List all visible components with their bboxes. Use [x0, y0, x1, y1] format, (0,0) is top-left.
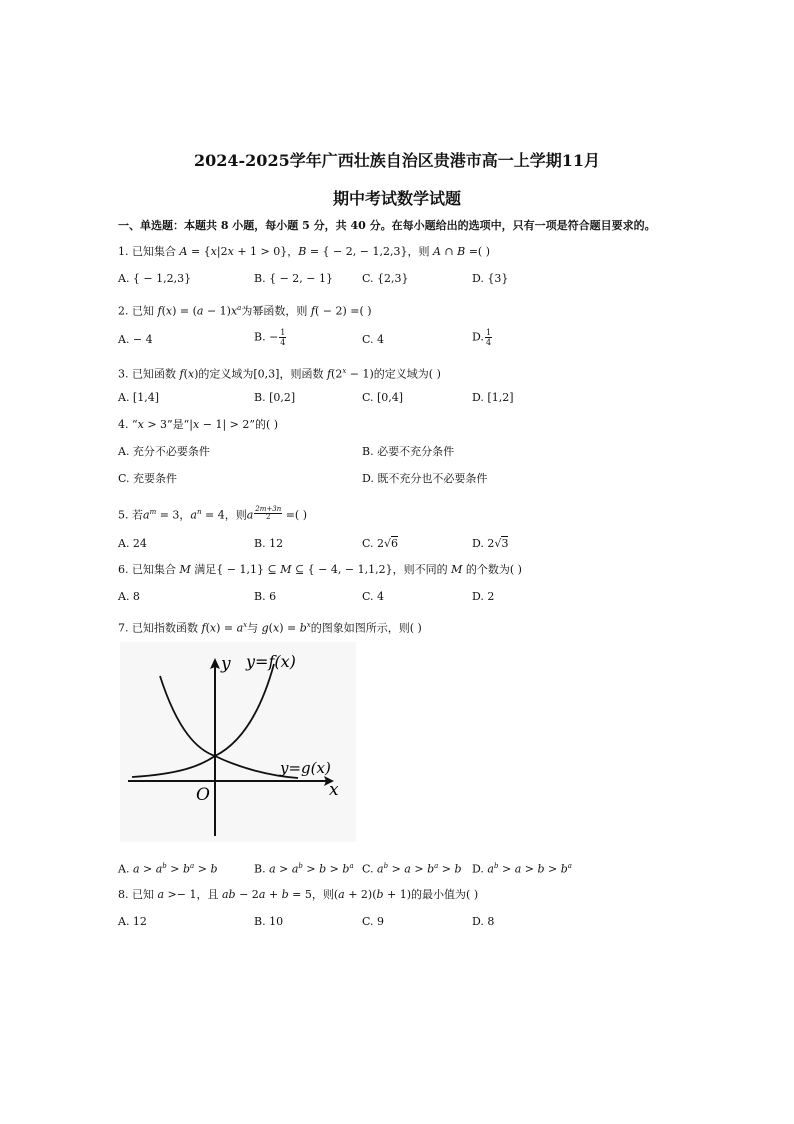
q2-option-d: D. $\frac{1}{4}$ — [472, 328, 492, 347]
q7-option-c: C. $a^b > a > b^a > b$ — [362, 862, 462, 876]
q8-option-a: A. 12 — [118, 915, 147, 928]
q3-option-b: B. [0,2] — [254, 391, 296, 404]
x-axis-label: x — [329, 780, 339, 800]
q1-option-b: B. { − 2, − 1} — [254, 272, 333, 285]
q2-option-c: C. 4 — [362, 333, 385, 346]
f-curve-label: y=f(x) — [246, 652, 296, 671]
q3-option-a: A. [1,4] — [118, 391, 160, 404]
question-7-stem: 7. 已知指数函数 $f(x) = a^x$与 $g(x) = b^x$的图象如图所示，则( ) — [118, 621, 422, 635]
q5-option-b: B. 12 — [254, 537, 284, 550]
title-line-1: 2024-2025学年广西壮族自治区贵港市高一上学期11月 — [194, 151, 600, 170]
q2-option-b: B. − $\frac{1}{4}$ — [254, 328, 286, 347]
q8-option-c: C. 9 — [362, 915, 385, 928]
question-1-stem: 1. 已知集合 A = {x|2x + 1 > 0}，B = { − 2, − 1,2,3}，则 A ∩ B =( ) — [118, 245, 491, 258]
q1-option-c: C. {2,3} — [362, 272, 409, 285]
q3-option-d: D. [1,2] — [472, 391, 514, 404]
y-axis-label: y — [221, 654, 231, 674]
question-6-stem: 6. 已知集合 M 满足{ − 1,1} ⊆ M ⊆ { − 4, − 1,1,2}，则不同的 M 的个数为( ) — [118, 563, 522, 576]
q6-option-a: A. 8 — [118, 590, 140, 603]
q1-option-a: A. { − 1,2,3} — [118, 272, 192, 285]
q1-option-d: D. {3} — [472, 272, 509, 285]
q6-option-d: D. 2 — [472, 590, 495, 603]
q3-option-c: C. [0,4] — [362, 391, 404, 404]
question-2-stem: 2. 已知 $f(x) = (a - 1)x^a$为幂函数，则 f( − 2) =( ) — [118, 304, 372, 318]
g-curve-label: y=g(x) — [280, 759, 331, 777]
q7-option-d: D. $a^b > a > b > b^a$ — [472, 862, 572, 876]
q4-option-d: D. 既不充分也不必要条件 — [362, 472, 488, 485]
q2-option-a: A. − 4 — [118, 333, 153, 346]
q5-option-d: D. 2√3 — [472, 537, 509, 550]
question-5-stem: 5. 若$a^m = 3$，$a^n = 4$，则a $\frac{2m+3n}{2}$ =( ) — [118, 504, 307, 522]
q4-option-a: A. 充分不必要条件 — [118, 445, 210, 458]
exponential-graph — [120, 642, 356, 842]
title-line-2: 期中考试数学试题 — [332, 189, 461, 208]
question-8-stem: 8. 已知 a >− 1，且 ab − 2a + b = 5，则(a + 2)(b + 1)的最小值为( ) — [118, 888, 479, 901]
q5-option-a: A. 24 — [118, 537, 147, 550]
q6-option-c: C. 4 — [362, 590, 385, 603]
q5-option-c: C. 2√6 — [362, 537, 399, 550]
q4-option-c: C. 充要条件 — [118, 472, 178, 485]
section-header: 一、单选题：本题共 8 小题，每小题 5 分，共 40 分。在每小题给出的选项中，只有一项是符合题目要求的。 — [118, 219, 656, 232]
q4-option-b: B. 必要不充分条件 — [362, 445, 455, 458]
q8-option-d: D. 8 — [472, 915, 495, 928]
q6-option-b: B. 6 — [254, 590, 277, 603]
graph-background — [120, 642, 356, 842]
q7-option-b: B. $a > a^b > b > b^a$ — [254, 862, 354, 876]
q7-option-a: A. $a > a^b > b^a > b$ — [118, 862, 218, 876]
question-4-stem: 4. “x > 3”是“|x − 1| > 2”的( ) — [118, 418, 279, 431]
question-3-stem: 3. 已知函数 f(x)的定义域为[0,3]，则函数 $f(2^x - 1)$的定义域为( ) — [118, 367, 441, 381]
q8-option-b: B. 10 — [254, 915, 284, 928]
origin-label: O — [196, 785, 210, 805]
